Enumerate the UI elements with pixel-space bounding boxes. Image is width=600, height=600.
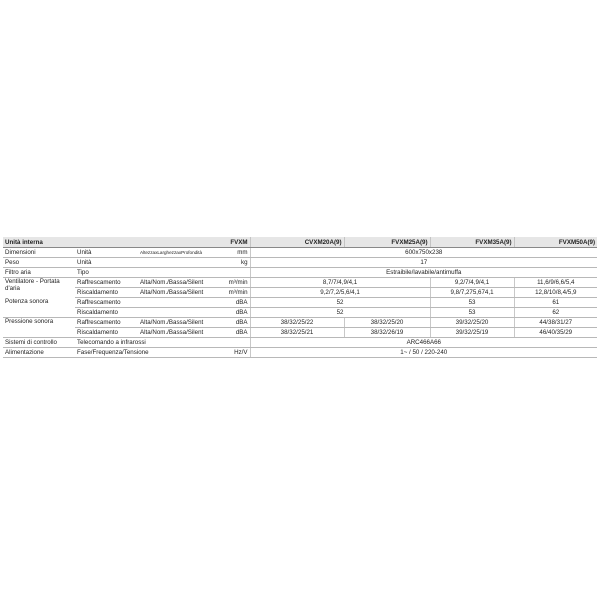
row-unit: dBA — [224, 298, 250, 308]
row-label: Dimensioni — [3, 248, 75, 258]
row-value: 9,2/7/4,9/4,1 — [430, 278, 514, 288]
row-value: 11,6/9/6,6/5,4 — [514, 278, 597, 288]
table-row — [3, 268, 597, 278]
row-value: Estraibile/lavabile/antimuffa — [250, 268, 597, 278]
row-sublabel: Riscaldamento — [75, 288, 138, 298]
row-sublabel: Riscaldamento — [75, 308, 138, 318]
row-unit: m³/min — [224, 278, 250, 288]
table-row — [3, 278, 597, 288]
model-header: FVXM35A(9) — [430, 237, 514, 248]
table-row — [3, 318, 597, 328]
row-value: 600x750x238 — [250, 248, 597, 258]
table-row — [3, 248, 597, 258]
table-row — [3, 308, 597, 318]
row-unit: kg — [224, 258, 250, 268]
row-sublabel: Tipo — [75, 268, 138, 278]
row-unit: mm — [224, 248, 250, 258]
row-sublabel: Unità — [75, 248, 138, 258]
row-unit: dBA — [224, 308, 250, 318]
row-detail: Alta/Nom./Bassa/Silent — [138, 288, 224, 298]
row-label: Alimentazione — [3, 348, 75, 358]
row-value: 12,8/10/8,4/5,9 — [514, 288, 597, 298]
row-value: 53 — [430, 298, 514, 308]
row-value: 53 — [430, 308, 514, 318]
row-value: 9,8/7,275,674,1 — [430, 288, 514, 298]
table-header-row — [3, 237, 597, 248]
series-label: FVXM — [224, 237, 250, 248]
row-detail: Alta/Nom./Bassa/Silent — [138, 318, 224, 328]
row-value: 46/40/35/29 — [514, 328, 597, 338]
row-value: 8,7/7/4,9/4,1 — [250, 278, 430, 288]
row-value: 44/38/31/27 — [514, 318, 597, 328]
model-header: FVXM50A(9) — [514, 237, 597, 248]
row-label: Filtro aria — [3, 268, 75, 278]
row-sublabel: Raffrescamento — [75, 278, 138, 288]
row-unit: dBA — [224, 318, 250, 328]
table-row — [3, 328, 597, 338]
row-value: ARC466A66 — [250, 338, 597, 348]
table-row — [3, 298, 597, 308]
row-label: Peso — [3, 258, 75, 268]
row-value: 38/32/25/20 — [344, 318, 430, 328]
row-label: Ventilatore - Portata d'aria — [5, 278, 60, 292]
row-value: 38/32/26/19 — [344, 328, 430, 338]
table-row — [3, 288, 597, 298]
table-row — [3, 348, 597, 358]
row-sublabel: Unità — [75, 258, 138, 268]
row-sublabel: Telecomando a infrarossi — [75, 338, 224, 348]
row-detail: Alta/Nom./Bassa/Silent — [138, 328, 224, 338]
row-label: Potenza sonora — [3, 298, 75, 318]
row-sublabel: Riscaldamento — [75, 328, 138, 338]
row-value: 39/32/25/19 — [430, 328, 514, 338]
row-value: 52 — [250, 308, 430, 318]
row-value: 61 — [514, 298, 597, 308]
table-row — [3, 338, 597, 348]
row-detail: AltezzaxLarghezzaxProfondità — [138, 248, 224, 258]
row-unit: dBA — [224, 328, 250, 338]
row-value: 39/32/25/20 — [430, 318, 514, 328]
table-title: Unità interna — [3, 237, 224, 248]
spec-table — [3, 237, 597, 358]
row-value: 62 — [514, 308, 597, 318]
model-header: CVXM20A(9) — [250, 237, 344, 248]
row-sublabel: Raffrescamento — [75, 318, 138, 328]
row-value: 17 — [250, 258, 597, 268]
row-value: 9,2/7,2/5,6/4,1 — [250, 288, 430, 298]
row-unit: m³/min — [224, 288, 250, 298]
row-sublabel: Raffrescamento — [75, 298, 138, 308]
row-value: 52 — [250, 298, 430, 308]
row-detail: Alta/Nom./Bassa/Silent — [138, 278, 224, 288]
row-value: 38/32/25/21 — [250, 328, 344, 338]
row-value: 1~ / 50 / 220-240 — [250, 348, 597, 358]
model-header: FVXM25A(9) — [344, 237, 430, 248]
row-unit: Hz/V — [224, 348, 250, 358]
table-row — [3, 258, 597, 268]
row-label: Pressione sonora — [3, 318, 75, 338]
row-sublabel: Fase/Frequenza/Tensione — [75, 348, 224, 358]
row-label: Sistemi di controllo — [3, 338, 75, 348]
row-value: 38/32/25/22 — [250, 318, 344, 328]
